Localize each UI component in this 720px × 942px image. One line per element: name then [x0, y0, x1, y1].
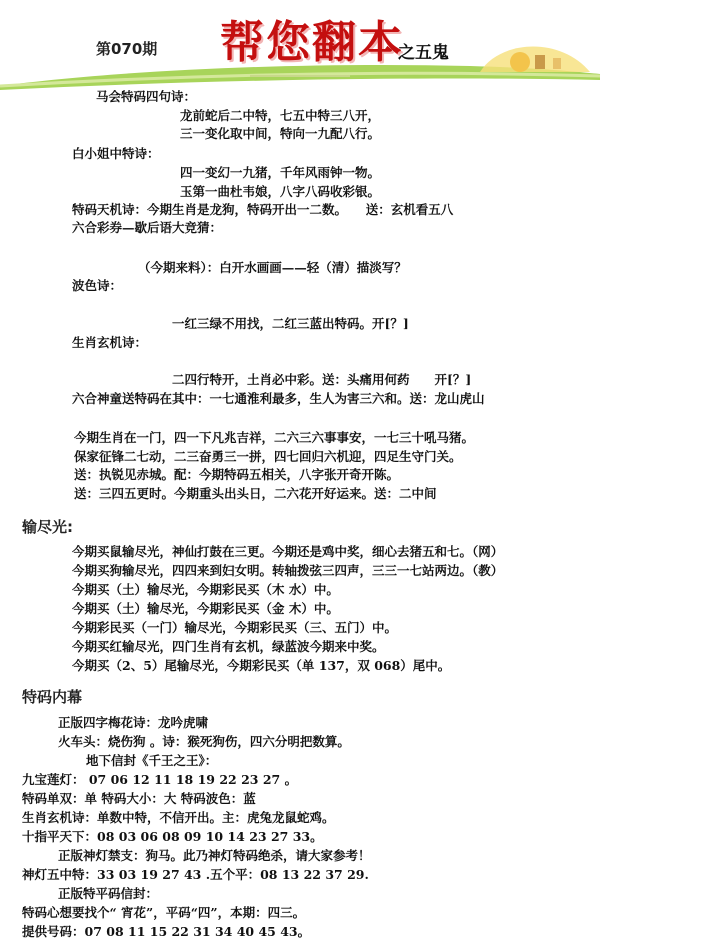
poem-heading: 六合彩券—歇后语大竞猜：	[72, 220, 223, 235]
poem-line: 送：三四五更时。今期重头出头日，二六花开好运来。送：二中间	[74, 486, 437, 501]
info-line: 生肖玄机诗：单数中特，不信开出。主：虎兔龙鼠蛇鸡。	[22, 810, 335, 825]
brand-subtitle: 之五鬼	[398, 43, 449, 63]
lose-line: 今期买红输尽光，四门生肖有玄机，绿蓝波今期来中奖。	[72, 639, 385, 654]
poem-line: 龙前蛇后二中特，七五中特三八开，	[180, 108, 381, 123]
poem-line: 四一变幻一九猪，千年风雨钟一物。	[180, 165, 381, 180]
poem-line: 三一变化取中间，特向一九配八行。	[180, 126, 381, 141]
poem-line: 送：执锐见赤城。配：今期特码五相关，八字张开奇开陈。	[74, 467, 400, 482]
brand-title: 帮您翻本	[220, 17, 404, 68]
info-line: 十指平天下：08 03 06 08 09 10 14 23 27 33。	[22, 829, 323, 844]
lose-line: 今期彩民买（一门）输尽光，今期彩民买（三、五门）中。	[72, 620, 398, 635]
section-title-inside-info: 特码内幕	[22, 688, 83, 706]
info-line: 提供号码：07 08 11 15 22 31 34 40 45 43。	[22, 924, 311, 939]
poem-line: 玉第一曲杜韦娘，八字八码收彩银。	[180, 184, 381, 199]
lose-line: 今期买（2、5）尾输尽光，今期彩民买（单 137，双 068）尾中。	[72, 658, 451, 673]
info-line: 神灯五中特：33 03 19 27 43 .五个平：08 13 22 37 29.	[22, 867, 369, 882]
poem-heading: 波色诗：	[72, 278, 123, 293]
poem-line: 二四行特开，土肖必中彩。送：头痛用何药 开[？]	[172, 372, 472, 387]
poem-line: 今期生肖在一门，四一下凡兆吉祥，二六三六事事安，一七三十吼马猪。	[74, 430, 475, 445]
info-line: 特码单双：单 特码大小：大 特码波色：蓝	[22, 791, 256, 806]
info-line: 特码心想要找个“ 宵花”，平码“四”，本期：四三。	[22, 905, 306, 920]
poem-line: 保家征锋二七动，二三奋勇三一拼，四七回归六机迎，四足生守门关。	[74, 449, 462, 464]
info-line: 正版神灯禁支：狗马。此乃神灯特码绝杀，请大家参考！	[58, 848, 371, 863]
lose-line: 今期买（土）输尽光，今期彩民买（木 水）中。	[72, 582, 339, 597]
header-banner	[0, 0, 720, 92]
lose-line: 今期买狗输尽光，四四来到妇女明。转轴拨弦三四声，三三一七站两边。（教）	[72, 563, 504, 578]
info-line: 正版四字梅花诗：龙吟虎啸	[58, 715, 209, 730]
info-line: 正版特平码信封：	[58, 886, 159, 901]
poem-line: 特码天机诗：今期生肖是龙狗，特码开出一二数。 送：玄机看五八	[72, 202, 454, 217]
poem-line: 一红三绿不用找，二红三蓝出特码。开[？]	[172, 316, 409, 331]
info-line: 地下信封《千王之王》：	[86, 753, 218, 768]
section-title-lose-all: 输尽光:	[22, 518, 73, 536]
lose-line: 今期买（土）输尽光，今期彩民买（金 木）中。	[72, 601, 339, 616]
info-line: 火车头：烧伤狗 。诗：猴死狗伤，四六分明把数算。	[58, 734, 350, 749]
poem-line: （今期来料）：白开水画画——轻（清）描淡写？	[138, 260, 407, 275]
issue-number: 第070期	[96, 40, 158, 58]
poem-heading: 马会特码四句诗：	[96, 89, 197, 104]
poem-line: 六合神童送特码在其中：一七通淮利最多，生人为害三六和。送：龙山虎山	[72, 391, 485, 406]
poem-heading: 白小姐中特诗：	[72, 146, 160, 161]
lose-line: 今期买鼠输尽光，神仙打鼓在三更。今期还是鸡中奖，细心去猪五和七。（网）	[72, 544, 504, 559]
poem-heading: 生肖玄机诗：	[72, 335, 148, 350]
info-line: 九宝莲灯： 07 06 12 11 18 19 22 23 27 。	[22, 772, 298, 787]
